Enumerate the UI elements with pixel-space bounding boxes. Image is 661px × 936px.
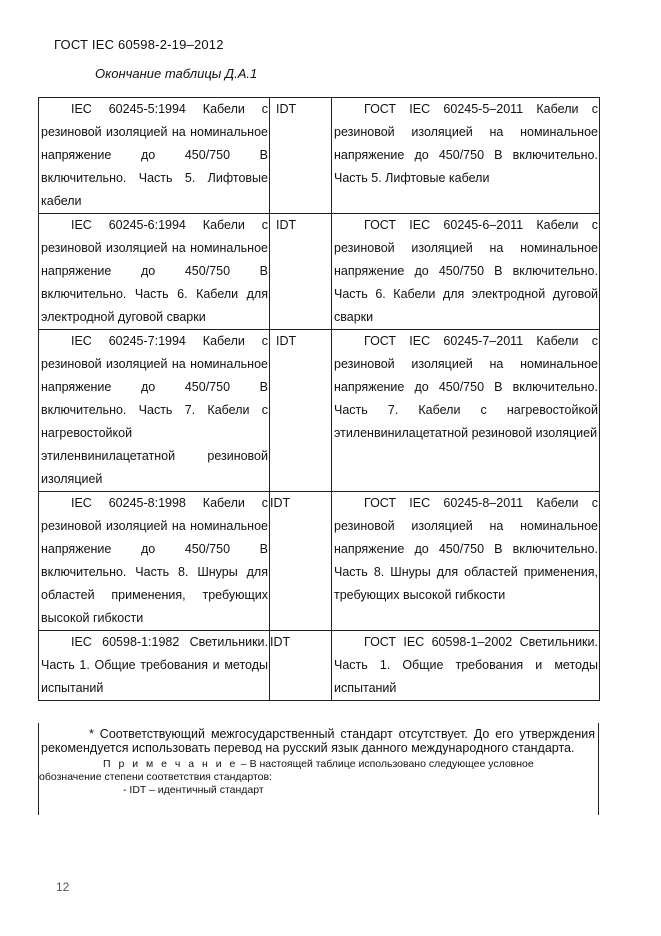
idt-definition: - IDT – идентичный стандарт [123, 784, 264, 796]
footnote: * Соответствующий межгосударственный стандарт отсутствует. До его утверждения рекомендуется использовать перевод на русский язык данного международного стандарта. [41, 727, 595, 755]
degree-cell: IDT [270, 631, 332, 701]
interstate-standard-cell: ГОСТ IEC 60245-6–2011 Кабели с резиновой изоляцией на номинальное напряжение до 450/750 В включительно. Часть 6. Кабели для электродной дуговой сварки [332, 214, 600, 330]
degree-cell: IDT [270, 492, 332, 631]
interstate-standard-cell: ГОСТ IEC 60598-1–2002 Светильники. Часть 1. Общие требования и методы испытаний [332, 631, 600, 701]
document-header: ГОСТ IEC 60598-2-19–2012 [54, 37, 224, 52]
international-standard-cell: IEC 60598-1:1982 Светильники. Часть 1. Общие требования и методы испытаний [39, 631, 270, 701]
note-text: – В настоящей таблице использовано следующее условное обозначение степени соответствия стандартов: [39, 758, 534, 783]
interstate-standard-cell: ГОСТ IEC 60245-5–2011 Кабели с резиновой изоляцией на номинальное напряжение до 450/750 В включительно. Часть 5. Лифтовые кабели [332, 98, 600, 214]
international-standard-cell: IEC 60245-6:1994 Кабели с резиновой изоляцией на номинальное напряжение до 450/750 В включительно. Часть 6. Кабели для электродной дуговой сварки [39, 214, 270, 330]
table-caption: Окончание таблицы Д.А.1 [95, 66, 258, 81]
table-notes [38, 723, 599, 815]
degree-cell: IDT [270, 330, 332, 492]
table-row [39, 330, 600, 492]
interstate-standard-cell: ГОСТ IEC 60245-7–2011 Кабели с резиновой изоляцией на номинальное напряжение до 450/750 В включительно. Часть 7. Кабели с нагревостойкой этиленвинилацетатной резиновой изоляцией [332, 330, 600, 492]
correspondence-table [38, 97, 600, 701]
degree-cell: IDT [270, 214, 332, 330]
international-standard-cell: IEC 60245-8:1998 Кабели с резиновой изоляцией на номинальное напряжение до 450/750 В включительно. Часть 8. Шнуры для областей применения, требующих высокой гибкости [39, 492, 270, 631]
table-row [39, 631, 600, 701]
note-paragraph [39, 755, 598, 784]
international-standard-cell: IEC 60245-7:1994 Кабели с резиновой изоляцией на номинальное напряжение до 450/750 В включительно. Часть 7. Кабели с нагревостойкой этиленвинилацетатной резиновой изоляцией [39, 330, 270, 492]
table-row [39, 492, 600, 631]
interstate-standard-cell: ГОСТ IEC 60245-8–2011 Кабели с резиновой изоляцией на номинальное напряжение до 450/750 В включительно. Часть 8. Шнуры для областей применения, требующих высокой гибкости [332, 492, 600, 631]
degree-cell: IDT [270, 98, 332, 214]
note-label: П р и м е ч а н и е [103, 758, 238, 770]
page-number: 12 [56, 880, 70, 894]
international-standard-cell: IEC 60245-5:1994 Кабели с резиновой изоляцией на номинальное напряжение до 450/750 В включительно. Часть 5. Лифтовые кабели [39, 98, 270, 214]
table-row [39, 214, 600, 330]
table-row [39, 98, 600, 214]
